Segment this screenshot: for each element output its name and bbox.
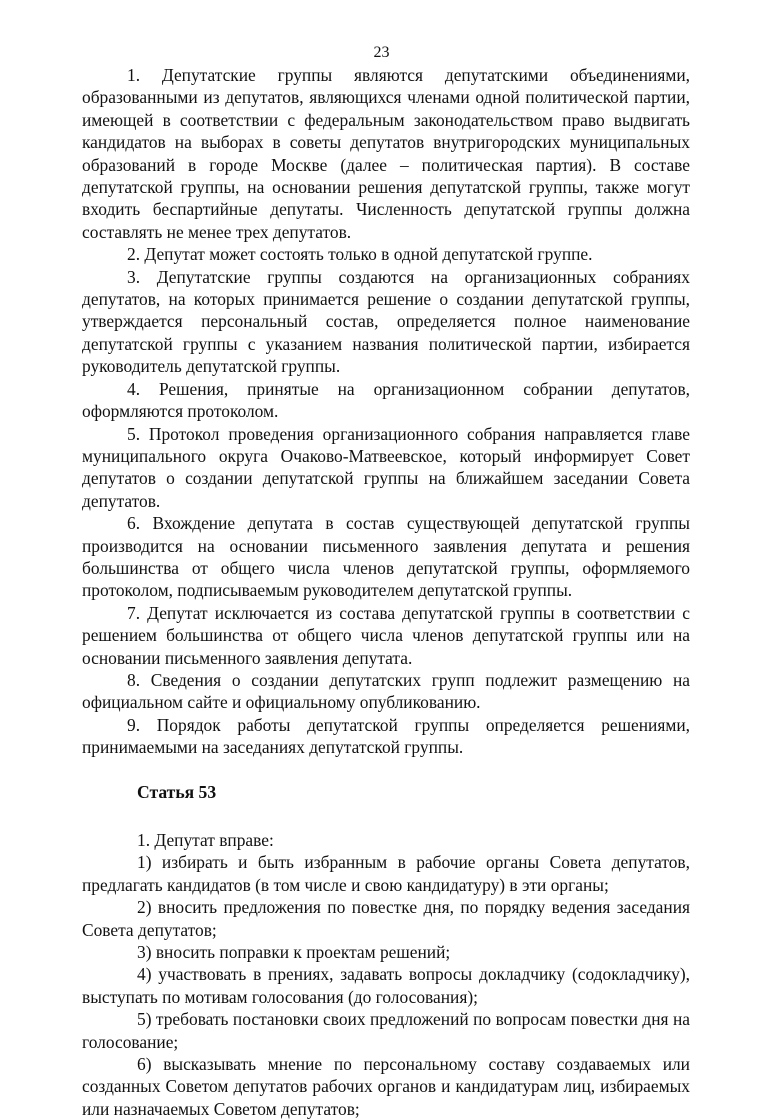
article53-item-4: 4) участвовать в прениях, задавать вопросы докладчику (содокладчику), выступать по мотивам голосования (до голосования); — [82, 964, 690, 1007]
article53-item-6: 6) высказывать мнение по персональному составу создаваемых или созданных Советом депутатов рабочих органов и кандидатурам лиц, избираемых или назначаемых Советом депутатов; — [82, 1054, 690, 1119]
article52-paragraph-9: 9. Порядок работы депутатской группы определяется решениями, принимаемыми на заседаниях депутатской группы. — [82, 714, 690, 758]
article53-item-2: 2) вносить предложения по повестке дня, по порядку ведения заседания Совета депутатов; — [82, 897, 690, 940]
page-number: 23 — [373, 44, 390, 61]
section-spacer — [82, 803, 690, 829]
article52-paragraph-6: 6. Вхождение депутата в состав существующей депутатской группы производится на основании письменного заявления депутата и решения большинства от общего числа членов депутатской группы, оформляемого протоколом, подписываемым руководителем депутатской группы. — [82, 513, 690, 601]
article53-item-3: 3) вносить поправки к проектам решений; — [137, 942, 451, 963]
article52-paragraph-2: 2. Депутат может состоять только в одной депутатской группе. — [127, 244, 593, 265]
article52-paragraph-5: 5. Протокол проведения организационного собрания направляется главе муниципального округа Очаково-Матвеевское, который информирует Совет депутатов о создании депутатской группы на ближайшем заседании Совета депутатов. — [82, 423, 690, 511]
article-53-heading: Статья 53 — [137, 781, 217, 802]
article52-paragraph-4: 4. Решения, принятые на организационном собрании депутатов, оформляются протоколом. — [82, 378, 690, 422]
article53-item-5: 5) требовать постановки своих предложений по вопросам повестки дня на голосование; — [82, 1009, 690, 1052]
document-body — [82, 64, 690, 1120]
article53-item-1: 1) избирать и быть избранным в рабочие органы Совета депутатов, предлагать кандидатов (в том числе и свою кандидатуру) в эти органы; — [82, 852, 690, 895]
article52-paragraph-7: 7. Депутат исключается из состава депутатской группы в соответствии с решением большинства от общего числа членов депутатской группы или на основании письменного заявления депутата. — [82, 602, 690, 668]
article52-paragraph-8: 8. Сведения о создании депутатских групп подлежит размещению на официальном сайте и официальному опубликованию. — [82, 669, 690, 713]
article52-paragraph-3: 3. Депутатские группы создаются на организационных собраниях депутатов, на которых принимается решение о создании депутатской группы, утверждается персональный состав, определяется полное наименование депутатской группы с указанием названия политической партии, избирается руководитель депутатской группы. — [82, 266, 690, 377]
article52-paragraph-1: 1. Депутатские группы являются депутатскими объединениями, образованными из депутатов, являющихся членами одной политической партии, имеющей в соответствии с федеральным законодательством право выдвигать кандидатов на выборах в советы депутатов внутригородских муниципальных образований в городе Москве (далее – политическая партия). В составе депутатской группы, на основании решения депутатской группы, также могут входить беспартийные депутаты. Численность депутатской группы должна составлять не менее трех депутатов. — [82, 65, 690, 242]
article53-intro: 1. Депутат вправе: — [137, 830, 274, 850]
